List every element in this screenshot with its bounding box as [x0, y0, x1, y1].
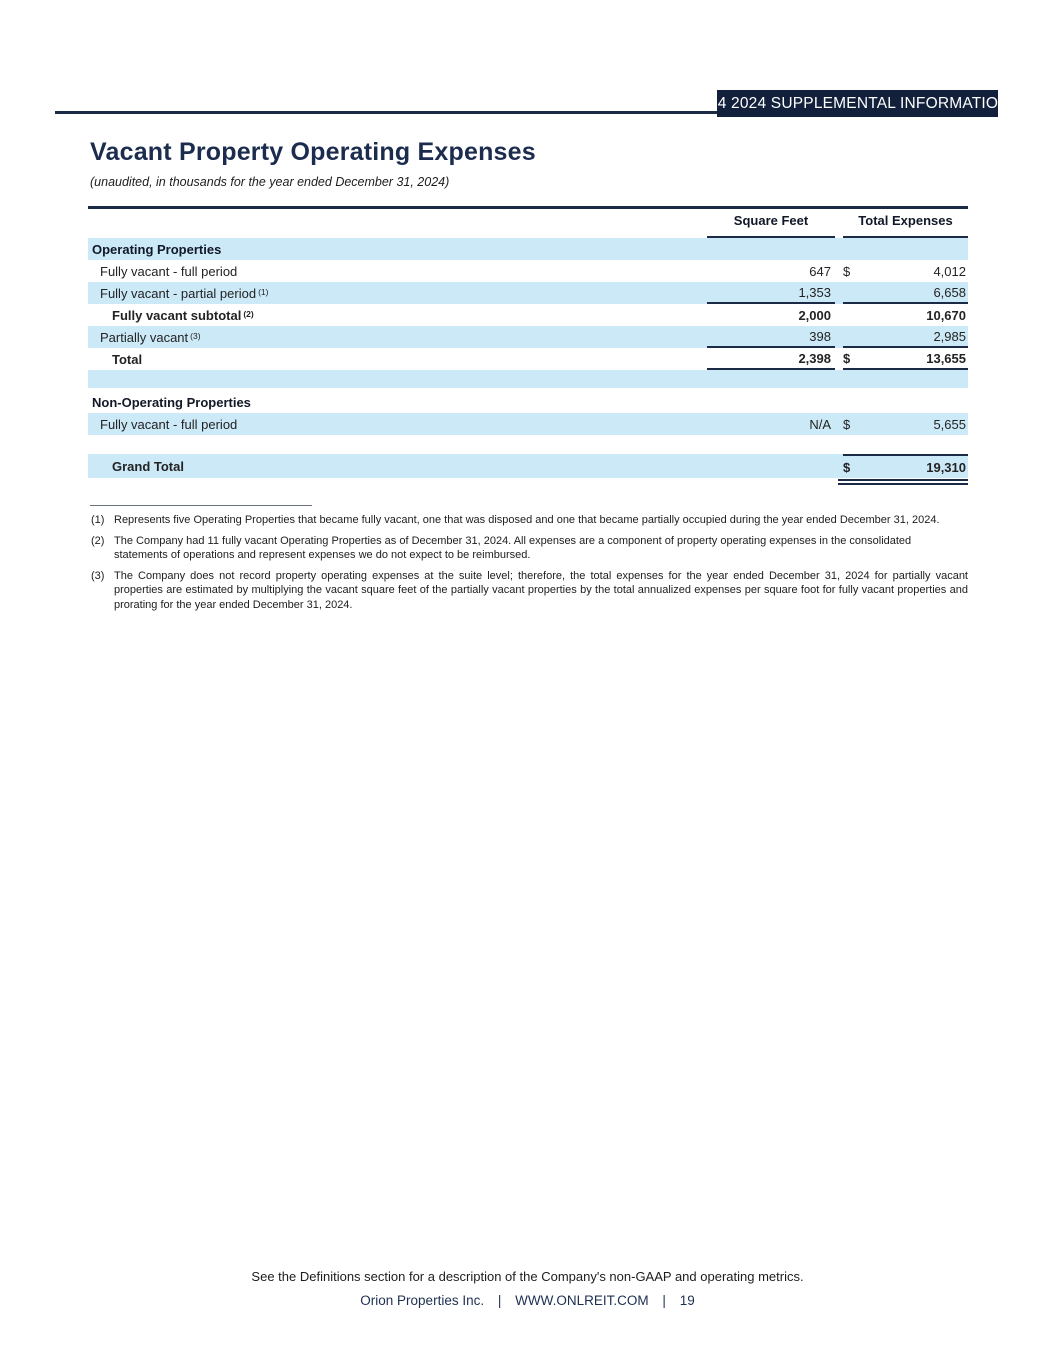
dollar-sign: $ [843, 416, 851, 432]
expenses-value: 4,012 [933, 263, 966, 279]
row-spacer [88, 435, 968, 454]
expenses-value: 13,655 [926, 350, 966, 366]
expenses-value: 5,655 [933, 416, 966, 432]
table-row-partially-vacant [88, 326, 968, 348]
section-label: Non-Operating Properties [92, 394, 251, 410]
footnote-text: Represents five Operating Properties that became fully vacant, one that was disposed and one that became partially occupied during the year ended December 31, 2024. [114, 514, 940, 526]
footnotes-section [88, 500, 968, 618]
column-header-square-feet [707, 209, 835, 238]
expenses-value: 19,310 [926, 459, 966, 475]
row-label: Fully vacant - full period [100, 263, 238, 279]
section-label: Operating Properties [92, 241, 222, 257]
footnote-divider-rule [90, 505, 312, 506]
footnote-text: The Company had 11 fully vacant Operating Properties as of December 31, 2024. All expenses are a component of property operating expenses in the consolidated statements of operations and represent expenses we do not expect to be reimbursed. [114, 534, 912, 561]
footnote-number: (3) [91, 569, 105, 582]
footnote-number: (1) [91, 514, 105, 526]
table-row-grand-total [88, 454, 968, 478]
definitions-note: See the Definitions section for a description of the Company's non-GAAP and operating metrics. [251, 1269, 804, 1284]
footer-website: WWW.ONLREIT.COM [515, 1293, 649, 1308]
footer-separator: | [497, 1293, 502, 1308]
footnote-1 [88, 513, 968, 528]
footnote-ref: (3) [190, 331, 201, 341]
footer-company: Orion Properties Inc. [360, 1293, 485, 1308]
table-row-fully-vacant-partial-period [88, 282, 968, 304]
column-header-total-expenses-label: Total Expenses [858, 213, 953, 228]
expenses-value: 6,658 [933, 284, 966, 300]
table-row-fully-vacant-full-period [88, 260, 968, 282]
table-row-nonop-fully-vacant-full-period [88, 413, 968, 435]
row-label: Fully vacant - full period [100, 416, 238, 432]
square-feet-value: N/A [809, 416, 831, 432]
dollar-sign: $ [843, 263, 851, 279]
page-title: Vacant Property Operating Expenses [90, 138, 536, 166]
vacant-property-expenses-table [88, 206, 968, 485]
square-feet-value: 2,398 [707, 348, 835, 370]
footnote-ref: (1) [258, 287, 269, 297]
footnote-2 [88, 534, 968, 563]
row-label: Total [112, 351, 143, 367]
footer-brand-line [0, 1293, 1055, 1308]
square-feet-value: 2,000 [798, 307, 831, 323]
dollar-sign: $ [843, 350, 851, 366]
section-header-operating-properties [88, 238, 968, 260]
section-header-non-operating-properties [88, 391, 968, 413]
expenses-value: 10,670 [926, 307, 966, 323]
square-feet-value: 398 [707, 326, 835, 348]
expenses-value: 2,985 [933, 328, 966, 344]
footnote-number: (2) [91, 534, 105, 547]
supplemental-info-banner [705, 90, 1010, 117]
page-subtitle: (unaudited, in thousands for the year ended December 31, 2024) [90, 175, 450, 189]
row-label: Grand Total [112, 458, 184, 474]
banner-label: Q4 2024 SUPPLEMENTAL INFORMATION [705, 94, 1010, 112]
footnote-3 [88, 569, 968, 613]
footer-separator: | [662, 1293, 666, 1308]
column-header-total-expenses [843, 209, 968, 238]
grand-total-double-rule [88, 479, 968, 485]
column-header-square-feet-label: Square Feet [733, 213, 809, 228]
square-feet-value: 647 [809, 263, 831, 279]
footnote-text: The Company does not record property operating expenses at the suite level; therefore, the total expenses for the year ended December 31, 2024 for partially vacant properties are estimated by multiplying the vacant square feet of the partially vacant properties by the total annualized expenses per square foot for fully vacant properties and prorating for the year ended December 31, 2024. [114, 569, 968, 611]
dollar-sign: $ [843, 459, 851, 475]
table-row-total [88, 348, 968, 370]
square-feet-value: 1,353 [707, 282, 835, 304]
footnote-ref: (2) [243, 309, 254, 319]
footer-page-number: 19 [679, 1293, 695, 1308]
row-label: Fully vacant - partial period [100, 285, 257, 301]
row-label: Fully vacant subtotal [112, 307, 242, 323]
row-label: Partially vacant [100, 329, 189, 345]
table-header-row [88, 209, 968, 238]
empty-row [88, 370, 968, 388]
table-row-fully-vacant-subtotal [88, 304, 968, 326]
